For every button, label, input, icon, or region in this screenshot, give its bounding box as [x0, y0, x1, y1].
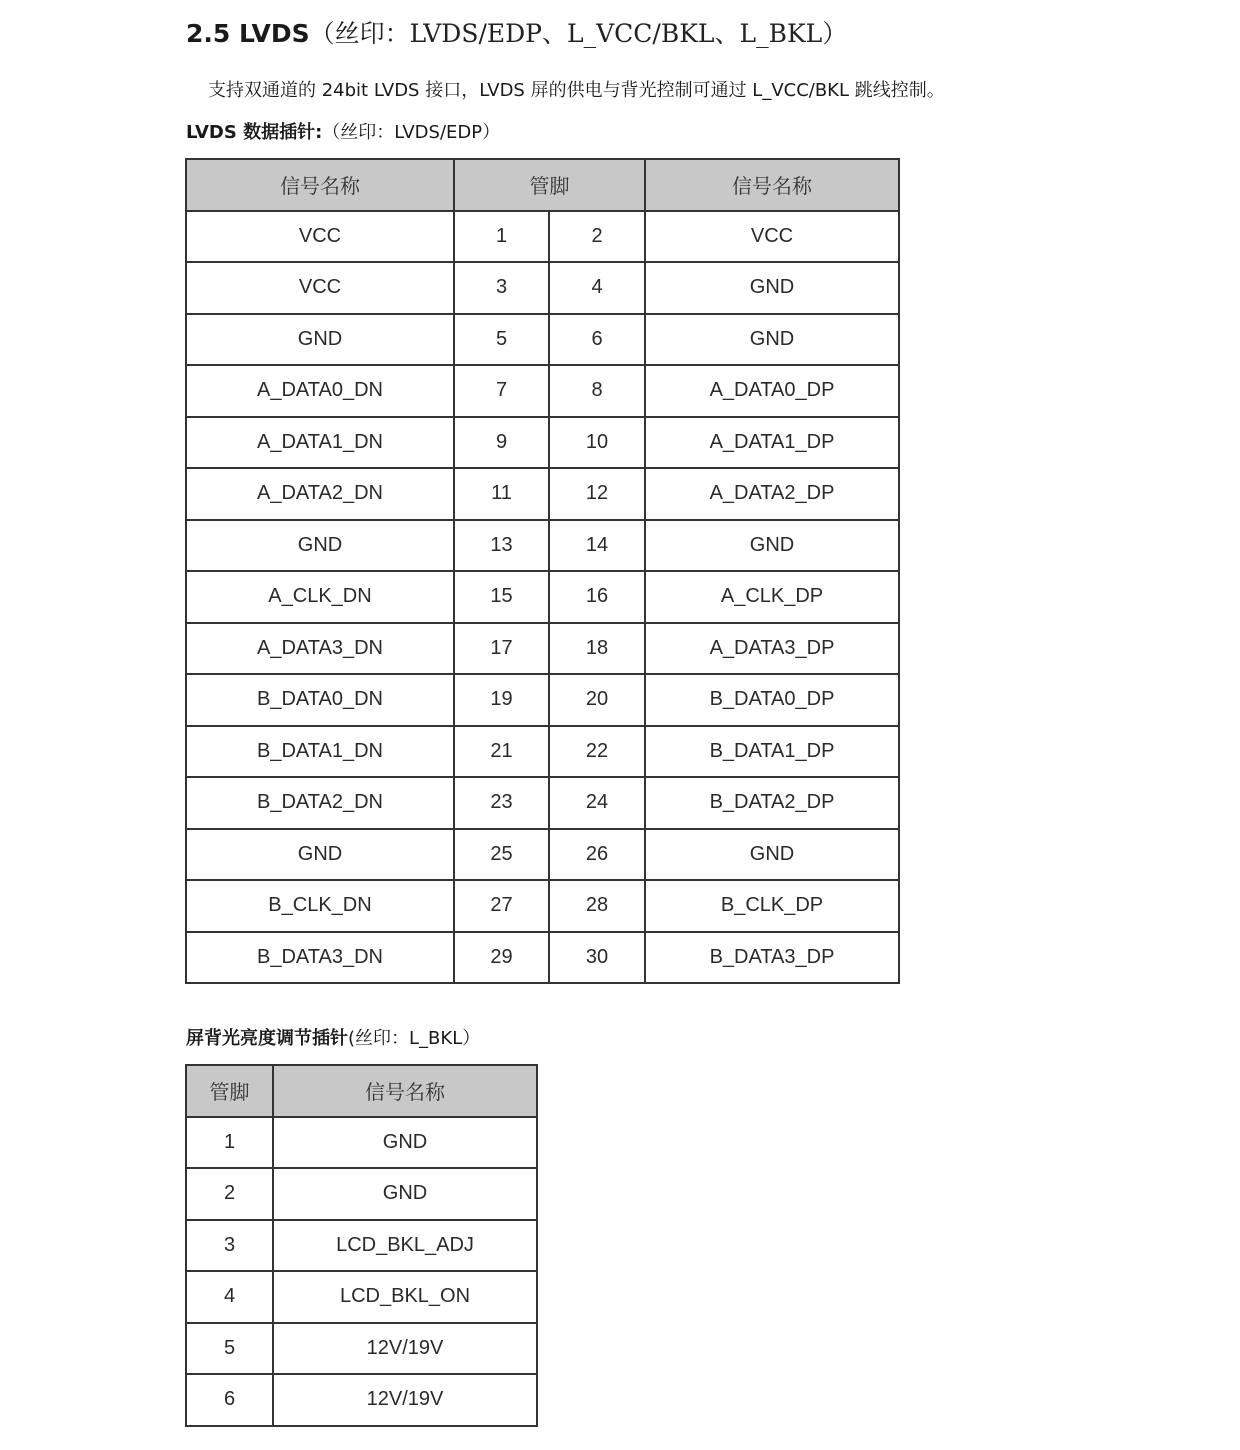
left-signal-cell: VCC: [186, 262, 454, 314]
pin-cell: 4: [186, 1271, 273, 1323]
pin-even-cell: 6: [549, 314, 645, 366]
lvds-caption-silkscreen: （丝印：LVDS/EDP）: [322, 122, 501, 143]
right-signal-cell: A_DATA0_DP: [645, 365, 899, 417]
section-heading: [186, 14, 847, 54]
backlight-header-row: [186, 1065, 537, 1117]
signal-cell: LCD_BKL_ON: [273, 1271, 537, 1323]
right-signal-cell: A_DATA1_DP: [645, 417, 899, 469]
table-row: [186, 932, 899, 984]
pin-even-cell: 16: [549, 571, 645, 623]
left-signal-cell: A_DATA2_DN: [186, 468, 454, 520]
left-signal-cell: B_DATA0_DN: [186, 674, 454, 726]
pin-even-cell: 22: [549, 726, 645, 778]
table-row: [186, 314, 899, 366]
right-signal-cell: GND: [645, 829, 899, 881]
signal-cell: 12V/19V: [273, 1374, 537, 1426]
lvds-pin-table: [185, 158, 900, 984]
table-row: [186, 1271, 537, 1323]
backlight-table-caption: [186, 1024, 480, 1054]
section-description: 支持双通道的 24bit LVDS 接口，LVDS 屏的供电与背光控制可通过 L_VCC/BKL 跳线控制。: [208, 80, 945, 101]
pin-even-cell: 28: [549, 880, 645, 932]
pin-odd-cell: 13: [454, 520, 549, 572]
signal-cell: GND: [273, 1117, 537, 1169]
pin-even-cell: 18: [549, 623, 645, 675]
pin-even-cell: 20: [549, 674, 645, 726]
table-row: [186, 726, 899, 778]
table-row: [186, 1323, 537, 1375]
signal-cell: 12V/19V: [273, 1323, 537, 1375]
right-signal-cell: VCC: [645, 211, 899, 263]
table-row: [186, 417, 899, 469]
pin-even-cell: 26: [549, 829, 645, 881]
pin-cell: 2: [186, 1168, 273, 1220]
left-signal-cell: B_DATA1_DN: [186, 726, 454, 778]
pin-cell: 5: [186, 1323, 273, 1375]
right-signal-cell: B_DATA0_DP: [645, 674, 899, 726]
table-row: [186, 1220, 537, 1272]
backlight-caption-label: 屏背光亮度调节插针: [186, 1028, 348, 1049]
table-row: [186, 468, 899, 520]
backlight-caption-silkscreen: (丝印：L_BKL）: [348, 1028, 481, 1049]
left-signal-cell: GND: [186, 314, 454, 366]
right-signal-cell: B_DATA3_DP: [645, 932, 899, 984]
right-signal-cell: A_DATA2_DP: [645, 468, 899, 520]
pin-odd-cell: 7: [454, 365, 549, 417]
pin-even-cell: 24: [549, 777, 645, 829]
pin-even-cell: 2: [549, 211, 645, 263]
lvds-caption-label: LVDS 数据插针:: [186, 122, 323, 143]
table-row: [186, 880, 899, 932]
right-signal-cell: B_DATA1_DP: [645, 726, 899, 778]
pin-odd-cell: 11: [454, 468, 549, 520]
signal-cell: LCD_BKL_ADJ: [273, 1220, 537, 1272]
left-signal-cell: GND: [186, 829, 454, 881]
left-signal-cell: GND: [186, 520, 454, 572]
lvds-header-right-signal: 信号名称: [645, 159, 899, 211]
right-signal-cell: A_DATA3_DP: [645, 623, 899, 675]
table-row: [186, 571, 899, 623]
pin-even-cell: 10: [549, 417, 645, 469]
right-signal-cell: A_CLK_DP: [645, 571, 899, 623]
table-row: [186, 262, 899, 314]
pin-odd-cell: 27: [454, 880, 549, 932]
pin-even-cell: 14: [549, 520, 645, 572]
pin-odd-cell: 15: [454, 571, 549, 623]
table-row: [186, 520, 899, 572]
left-signal-cell: A_CLK_DN: [186, 571, 454, 623]
pin-odd-cell: 1: [454, 211, 549, 263]
left-signal-cell: A_DATA0_DN: [186, 365, 454, 417]
pin-odd-cell: 25: [454, 829, 549, 881]
left-signal-cell: B_CLK_DN: [186, 880, 454, 932]
pin-cell: 6: [186, 1374, 273, 1426]
right-signal-cell: GND: [645, 520, 899, 572]
section-silkscreen-note: （丝印：LVDS/EDP、L_VCC/BKL、L_BKL）: [309, 19, 848, 48]
pin-even-cell: 8: [549, 365, 645, 417]
backlight-header-signal: 信号名称: [273, 1065, 537, 1117]
pin-odd-cell: 19: [454, 674, 549, 726]
section-title: 2.5 LVDS: [186, 19, 310, 48]
left-signal-cell: B_DATA3_DN: [186, 932, 454, 984]
table-row: [186, 1117, 537, 1169]
table-row: [186, 211, 899, 263]
table-row: [186, 1168, 537, 1220]
pin-odd-cell: 5: [454, 314, 549, 366]
pin-cell: 1: [186, 1117, 273, 1169]
signal-cell: GND: [273, 1168, 537, 1220]
right-signal-cell: B_CLK_DP: [645, 880, 899, 932]
lvds-header-pin: 管脚: [454, 159, 645, 211]
left-signal-cell: A_DATA3_DN: [186, 623, 454, 675]
table-row: [186, 674, 899, 726]
lvds-table-caption: [186, 118, 500, 148]
pin-odd-cell: 9: [454, 417, 549, 469]
right-signal-cell: GND: [645, 262, 899, 314]
left-signal-cell: VCC: [186, 211, 454, 263]
lvds-header-left-signal: 信号名称: [186, 159, 454, 211]
left-signal-cell: A_DATA1_DN: [186, 417, 454, 469]
table-row: [186, 1374, 537, 1426]
pin-even-cell: 12: [549, 468, 645, 520]
pin-odd-cell: 3: [454, 262, 549, 314]
pin-odd-cell: 23: [454, 777, 549, 829]
backlight-header-pin: 管脚: [186, 1065, 273, 1117]
left-signal-cell: B_DATA2_DN: [186, 777, 454, 829]
pin-even-cell: 30: [549, 932, 645, 984]
right-signal-cell: GND: [645, 314, 899, 366]
table-row: [186, 365, 899, 417]
table-row: [186, 623, 899, 675]
pin-cell: 3: [186, 1220, 273, 1272]
pin-even-cell: 4: [549, 262, 645, 314]
right-signal-cell: B_DATA2_DP: [645, 777, 899, 829]
table-row: [186, 829, 899, 881]
backlight-pin-table: [185, 1064, 538, 1427]
lvds-header-row: [186, 159, 899, 211]
pin-odd-cell: 29: [454, 932, 549, 984]
pin-odd-cell: 21: [454, 726, 549, 778]
table-row: [186, 777, 899, 829]
pin-odd-cell: 17: [454, 623, 549, 675]
